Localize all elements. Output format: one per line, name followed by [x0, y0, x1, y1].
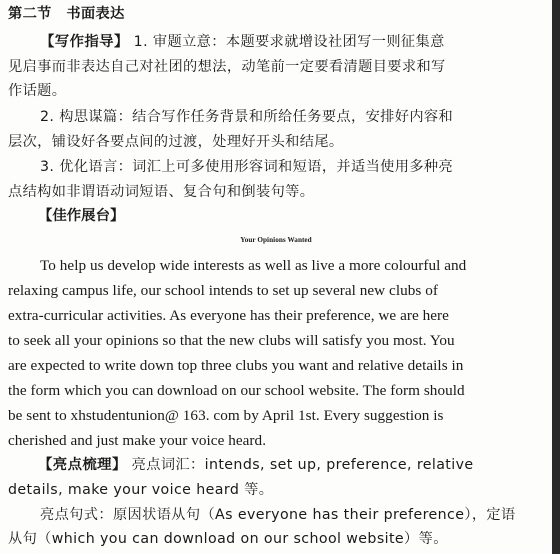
writing-guide-p1-l2: 见启事而非表达自己对社团的想法，动笔前一定要看清题目要求和写	[8, 59, 446, 75]
highlights-sentence-l1: 亮点句式：原因状语从句（As everyone has their preference），定语	[40, 507, 516, 523]
writing-guide-line-1	[40, 31, 445, 53]
highlights-vocab-l2: details, make your voice heard 等。	[8, 482, 274, 498]
essay-line: cherished and just make your voice heard.	[8, 432, 267, 449]
highlights-label: 【亮点梳理】	[38, 457, 127, 473]
writing-guide-label: 【写作指导】	[40, 34, 129, 50]
highlights-line-1	[38, 454, 474, 476]
essay-line: To help us develop wide interests as well as live a more colourful and	[40, 257, 467, 274]
highlights-vocab-l1: 亮点词汇：intends, set up, preference, relative	[131, 457, 474, 473]
writing-guide-p3-l2: 点结构如非谓语动词短语、复合句和倒装句等。	[8, 184, 315, 200]
writing-guide-p1-l1: 1. 审题立意：本题要求就增设社团写一则征集意	[133, 34, 445, 50]
highlights-sentence-l2: 从句（which you can download on our school website）等。	[8, 531, 448, 547]
writing-guide-p2-l2: 层次，铺设好各要点间的过渡，处理好开头和结尾。	[8, 134, 344, 150]
essay-line: are expected to write down top three clubs you want and relative details in	[8, 357, 464, 374]
section-title: 第二节 书面表达	[8, 6, 125, 22]
writing-guide-p3-l1: 3. 优化语言：词汇上可多使用形容词和短语，并适当使用多种亮	[40, 159, 454, 175]
writing-guide-p1-l3: 作话题。	[8, 83, 67, 99]
right-edge-shadow	[552, 0, 560, 554]
essay-line: the form which you can download on our school website. The form should	[8, 382, 465, 399]
essay-line: to seek all your opinions so that the new clubs will satisfy you most. You	[8, 332, 455, 349]
writing-guide-p2-l1: 2. 构思谋篇：结合写作任务背景和所给任务要点，安排好内容和	[40, 109, 454, 125]
showcase-label: 【佳作展台】	[38, 208, 125, 224]
essay-line: relaxing campus life, our school intends to set up several new clubs of	[8, 282, 438, 299]
essay-line: extra-curricular activities. As everyone has their preference, we are here	[8, 307, 449, 324]
essay-title: Your Opinions Wanted	[240, 236, 312, 244]
essay-line: be sent to xhstudentunion@ 163. com by April 1st. Every suggestion is	[8, 407, 444, 424]
